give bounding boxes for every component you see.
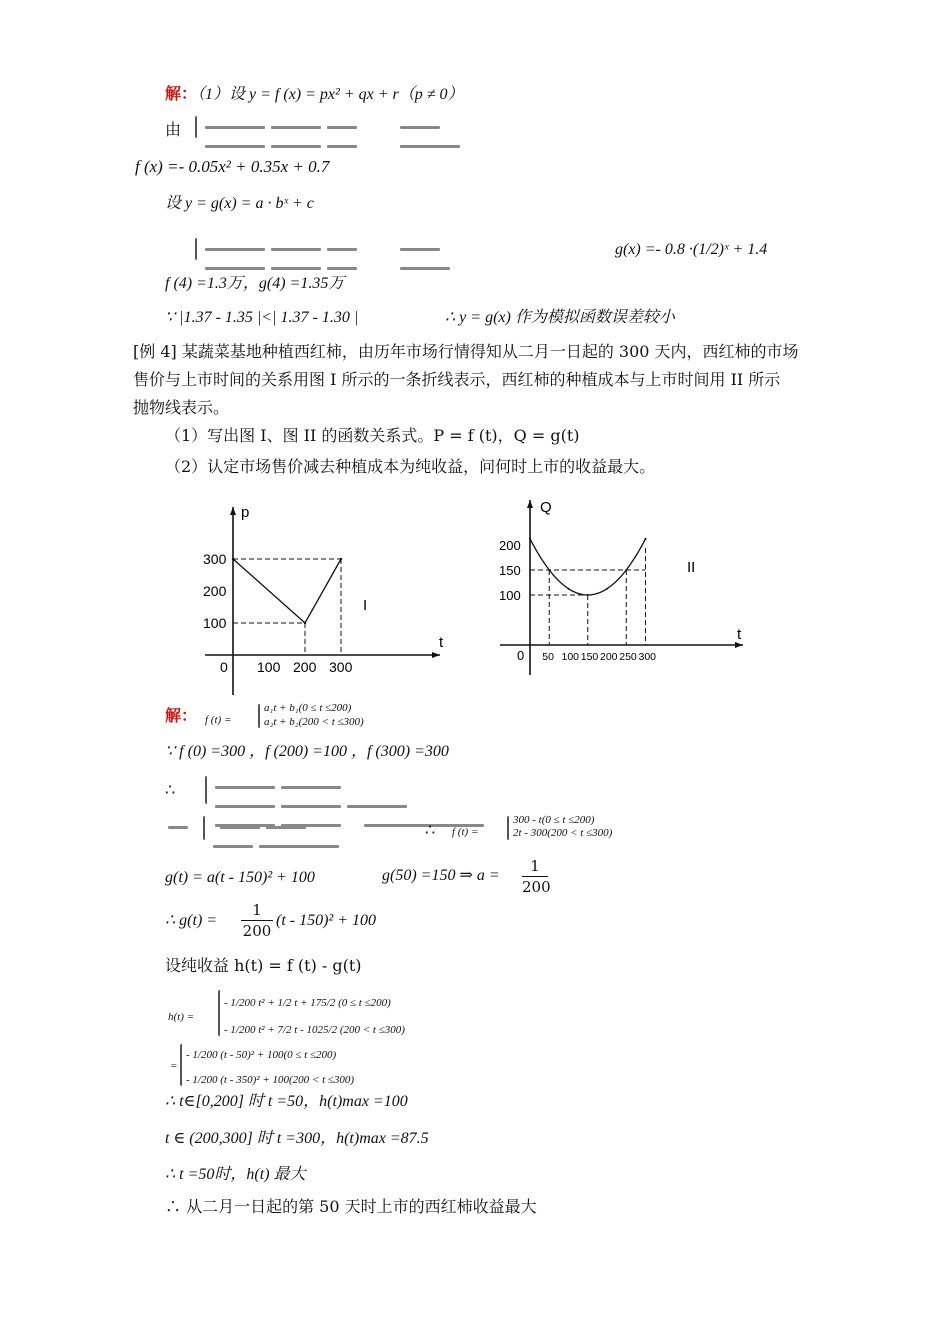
brace-icon — [195, 116, 197, 138]
brace-icon — [507, 816, 509, 840]
final-conclusion: ∴ 从二月一日起的第 50 天时上市的西红柿收益最大 — [165, 1197, 537, 1216]
solution-label: 解： — [165, 706, 198, 725]
solution1-line2 — [165, 120, 181, 140]
y-axis-arrowhead — [230, 507, 236, 515]
y-tick-label: 200 — [499, 538, 521, 553]
x-tick-label: 150 — [580, 651, 599, 663]
error-comparison: ∵ |1.37 - 1.35 |<| 1.37 - 1.30 | — [165, 309, 359, 326]
brace-icon — [203, 816, 205, 840]
frac-numerator: 1 — [252, 901, 262, 919]
gx-result: g(x) =- 0.8 ·(1/2)ˣ + 1.4 — [615, 241, 768, 258]
y-axis-label: Q — [540, 499, 552, 516]
g50-condition: g(50) =150 ⇒ a = — [382, 867, 500, 884]
given-values: ∵ f (0) =300 ，f (200) =100 ，f (300) =300 — [165, 743, 449, 760]
therefore-symbol: ∴ — [425, 820, 436, 839]
brace-icon — [195, 238, 197, 260]
y-tick-label: 100 — [203, 615, 227, 631]
brace-icon — [218, 990, 220, 1036]
g-form: g(t) = a(t - 150)² + 100 — [165, 869, 315, 886]
frac-denominator: 200 — [522, 878, 551, 896]
y-tick-label: 300 — [203, 551, 227, 567]
chart-i — [195, 495, 460, 700]
x-tick-label: 250 — [619, 651, 637, 663]
x-axis-arrowhead — [432, 652, 440, 658]
brace-icon — [205, 776, 207, 804]
series-curve — [530, 539, 646, 595]
f-piecewise-def: f (t) = — [205, 714, 232, 726]
x-tick-label: 50 — [542, 651, 554, 663]
fraction-a — [522, 856, 551, 897]
h2-case-2: - 1/200 (t - 350)² + 100(200 < t ≤300) — [186, 1074, 355, 1086]
x-tick-label: 100 — [257, 659, 281, 675]
data-point — [606, 588, 608, 590]
f-result-def: f (t) = — [452, 826, 479, 838]
data-point — [568, 588, 570, 590]
result-2: t ∈ (200,300] 时 t =300，h(t)max =87.5 — [165, 1130, 429, 1147]
therefore-symbol: ∴ — [165, 780, 176, 799]
question-2: （2）认定市场售价减去种植成本为纯收益，问何时上市的收益最大。 — [165, 457, 656, 476]
fx-result: f (x) =- 0.05x² + 0.35x + 0.7 — [135, 157, 330, 176]
x-tick-label: 300 — [638, 651, 657, 663]
x-axis-label: t — [737, 626, 742, 643]
y-axis-arrowhead — [527, 500, 533, 508]
frac-denominator: 200 — [242, 922, 272, 940]
y-tick-label: 100 — [499, 588, 521, 603]
y-axis-label: p — [241, 504, 250, 521]
x-tick-label: 300 — [329, 659, 353, 675]
chart-title: II — [687, 559, 696, 576]
question-1: （1）写出图 I、图 II 的函数关系式。P = f (t)，Q = g(t) — [165, 426, 580, 445]
solution1-line1 — [165, 84, 464, 105]
equals-sign: = — [170, 1060, 178, 1072]
brace-icon — [180, 1044, 182, 1086]
y-tick-label: 200 — [203, 583, 227, 599]
f-result-case-2: 2t - 300(200 < t ≤300) — [513, 827, 613, 839]
f-case-1: a₁t + b₁(0 ≤ t ≤200) — [264, 702, 352, 714]
h2-case-1: - 1/200 (t - 50)² + 100(0 ≤ t ≤200) — [186, 1049, 337, 1061]
x-axis-label: t — [439, 634, 444, 651]
solution1-text1: （1）设 y = f (x) = px² + qx + r（p ≠ 0） — [197, 86, 464, 103]
brace-icon — [258, 704, 260, 728]
frac-numerator: 1 — [530, 857, 540, 875]
f4-g4-values: f (4) =1.3万，g(4) =1.35万 — [165, 275, 345, 292]
garbled-equation-system-2 — [195, 238, 575, 260]
chart-title: I — [363, 597, 368, 614]
result-3: ∴ t =50时，h(t) 最大 — [165, 1166, 306, 1183]
x-tick-label: 200 — [600, 651, 618, 663]
x-tick-label: 100 — [561, 651, 580, 663]
chart-ii — [495, 490, 780, 675]
result-1: ∴ t∈[0,200] 时 t =50，h(t)max =100 — [165, 1093, 408, 1110]
h-label: h(t) = — [168, 1011, 195, 1023]
model-conclusion: ∴ y = g(x) 作为模拟函数误差较小 — [445, 309, 675, 326]
example4-line3: 抛物线表示。 — [133, 398, 230, 417]
you-prefix: 由 — [165, 120, 182, 139]
x-tick-label: 0 — [517, 648, 525, 663]
garbled-equation-system-3 — [205, 776, 585, 798]
data-point — [529, 538, 531, 540]
x-tick-label: 0 — [220, 659, 228, 675]
y-tick-label: 150 — [499, 563, 521, 578]
example4-line2: 售价与上市时间的关系用图 I 所示的一条折线表示，西红柿的种植成本与上市时间用 II 所示 — [133, 370, 781, 389]
h-definition: 设纯收益 h(t) = f (t) - g(t) — [165, 956, 362, 975]
solution-label: 解： — [165, 84, 198, 103]
data-point — [645, 538, 647, 540]
fraction-g — [241, 900, 273, 941]
f-case-2: a₂t + b₂(200 < t ≤300) — [264, 716, 364, 728]
gx-setup: 设 y = g(x) = a · bˣ + c — [165, 195, 314, 212]
garbled-equation-system-1 — [195, 116, 625, 138]
garbled-equation-system-4 — [165, 816, 405, 838]
f-result-case-1: 300 - t(0 ≤ t ≤200) — [513, 814, 595, 826]
h-case-1: - 1/200 t² + 1/2 t + 175/2 (0 ≤ t ≤200) — [224, 997, 391, 1009]
series-line — [233, 559, 341, 623]
example4-line1: [例 4] 某蔬菜基地种植西红柿，由历年市场行情得知从二月一日起的 300 天内，西红柿的市场 — [133, 342, 799, 361]
h-case-2: - 1/200 t² + 7/2 t - 1025/2 (200 < t ≤300) — [224, 1024, 405, 1036]
g-result-prefix: ∴ g(t) = — [165, 912, 218, 929]
x-tick-label: 200 — [293, 659, 317, 675]
g-result-suffix: (t - 150)² + 100 — [276, 912, 377, 929]
solution2-label — [165, 706, 197, 726]
